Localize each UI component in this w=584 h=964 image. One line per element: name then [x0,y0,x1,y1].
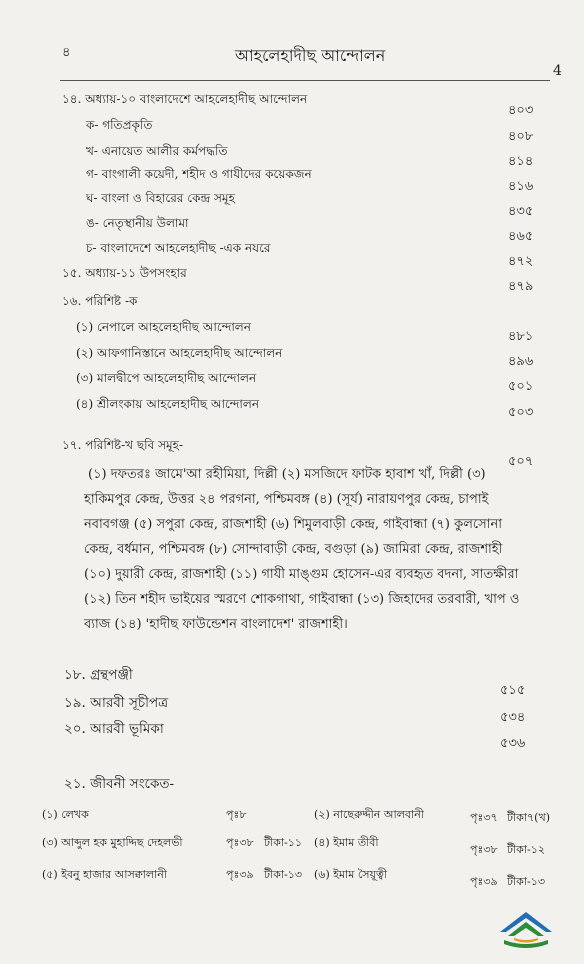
biography-entry: (৬) ইমাম সৈয়ূত্বী [314,868,388,881]
page-number-right: 4 [553,63,562,79]
paragraph-line: হাকিমপুর কেন্দ্র, উত্তর ২৪ পরগনা, পশ্চিমবঙ্গ (৪) (সূর্য) নারায়ণপুর কেন্দ্র, চাপাই [84,492,489,507]
list-item: চ- বাংলাদেশে আহলেহাদীছ -এক নযরে [86,241,271,255]
biography-page: পৃঃ৮ [226,808,247,821]
section-17-title: ১৭. পরিশিষ্ট-খ ছবি সমূহ- [62,438,184,452]
biography-entry: (৪) ইমাম তীবী [314,836,379,849]
publisher-logo-icon [496,908,556,952]
section-21-title: ২১. জীবনী সংকেত- [64,776,175,792]
paragraph-line: (১২) তিন শহীদ ভাইয়ের স্মরণে শোকগাথা, গাইবান্ধা (১৩) জিহাদের তরবারী, খাপ ও [84,592,520,607]
page-ref: ৫০১ [508,379,534,394]
biography-note: টীকা-১১ [264,836,303,849]
biography-entry: (২) নাছেরুদ্দীন আলবানী [314,808,424,821]
biography-entry: (১) লেখক [42,808,89,821]
biography-page: পৃঃ৩৯ [470,875,498,888]
section-14-title: ১৪. অধ্যায়-১০ বাংলাদেশে আহলেহাদীছ আন্দোলন [62,92,308,106]
paragraph-line: কেন্দ্র, বর্ধমান, পশ্চিমবঙ্গ (৮) সোন্দাবাড়ী কেন্দ্র, বগুড়া (৯) জামিরা কেন্দ্র, রাজশাহী [84,542,503,557]
biography-note: টীকা-১৩ [264,868,303,881]
section-19-title: ১৯. আরবী সূচীপত্র [64,695,169,711]
page-ref: ৫৩৪ [500,710,526,725]
section-18-title: ১৮. গ্রন্থপঞ্জী [64,667,133,683]
page-ref: ৪৮১ [508,329,534,344]
page-ref: ৪৭২ [508,254,534,269]
page-ref: ৪১৬ [508,179,534,194]
paragraph-line: ব্যাজ (১৪) 'হাদীছ ফাউন্ডেশন বাংলাদেশ' রাজশাহী। [84,617,348,632]
page-number-left: ৪ [62,45,71,60]
list-item: ক- গতিপ্রকৃতি [86,118,153,132]
list-item: (২) আফগানিস্তানে আহলেহাদীছ আন্দোলন [76,346,283,360]
section-16-title: ১৬. পরিশিষ্ট -ক [62,294,138,308]
page-ref: ৪০৮ [508,129,534,144]
page-ref: ৪৭৯ [508,279,534,294]
header-rule [60,80,550,81]
list-item: খ- এনায়েত আলীর কর্মপদ্ধতি [86,144,228,158]
running-header: আহলেহাদীছ আন্দোলন [235,46,386,65]
biography-entry: (৫) ইবনু হাজার আসক্বালানী [42,868,167,881]
biography-note: টীকা-১২ [507,843,546,856]
biography-page: পৃঃ৩৯ [226,868,254,881]
list-item: গ- বাংগালী কয়েদী, শহীদ ও গাযীদের কয়েকজন [86,167,312,181]
section-20-title: ২০. আরবী ভূমিকা [64,721,164,737]
page-ref: ৪৯৬ [508,354,534,369]
page-ref: ৪৩৫ [508,204,534,219]
list-item: (১) নেপালে আহলেহাদীছ আন্দোলন [76,320,251,334]
page-ref: ৫১৫ [500,683,526,698]
page-ref: ৪১৪ [508,154,534,169]
page-ref: ৫০৭ [508,454,534,469]
page-ref: ৪০৩ [508,103,534,118]
list-item: ঘ- বাংলা ও বিহারের কেন্দ্র সমূহ [86,191,235,205]
paragraph-line: (১) দফতরঃ জামে'আ রহীমিয়া, দিল্লী (২) মসজিদে ফাটক হাবাশ খাঁ, দিল্লী (৩) [88,467,486,482]
paragraph-line: নবাবগঞ্জ (৫) সপুরা কেন্দ্র, রাজশাহী (৬) শিমুলবাড়ী কেন্দ্র, গাইবান্ধা (৭) কুলসোনা [84,517,502,532]
page-ref: ৫০৩ [508,405,534,420]
biography-page: পৃঃ৩৮ [226,836,254,849]
section-15-title: ১৫. অধ্যায়-১১ উপসংহার [62,266,187,280]
biography-page: পৃঃ৩৮ [470,843,498,856]
page-ref: ৫৩৬ [500,736,526,751]
photo-list-paragraph [84,462,558,637]
paragraph-line: (১০) দুয়ারী কেন্দ্র, রাজশাহী (১১) গাযী মাঙ্গুম হোসেন-এর ব্যবহৃত বদনা, সাতক্ষীরা [84,567,519,582]
biography-entry: (৩) আব্দুল হক মুহাদ্দিছ দেহলভী [42,836,183,849]
biography-page: পৃঃ৩৭ [470,811,498,824]
biography-note: টীকা৭(খ) [507,811,550,824]
biography-note: টীকা-১৩ [507,875,546,888]
list-item: ঙ- নেতৃস্থানীয় উলামা [86,216,189,230]
list-item: (৪) শ্রীলংকায় আহলেহাদীছ আন্দোলন [76,397,260,411]
page-ref: ৪৬৫ [508,229,534,244]
list-item: (৩) মালদ্বীপে আহলেহাদীছ আন্দোলন [76,371,257,385]
